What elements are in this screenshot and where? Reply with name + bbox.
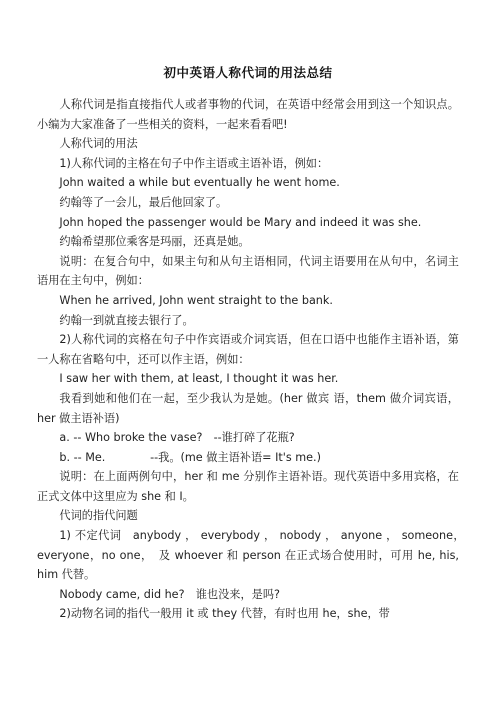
section-heading: 人称代词的用法 [59,137,138,151]
example-english: When he arrived, John went straight to the bank. [59,293,333,307]
example-translation: 我看到她和他们在一起，至少我认为是她。(her 做宾 语，them 做介词宾语，her 做主语补语) [37,391,459,425]
dialogue-line: b. -- Me. --我。(me 做主语补语= It's me.) [59,450,321,464]
rule-paragraph: 1)人称代词的主格在句子中作主语或主语补语，例如： [59,156,329,170]
example-translation: 约翰等了一会儿，最后他回家了。 [59,195,228,209]
section-heading: 代词的指代问题 [59,509,138,523]
document-title: 初中英语人称代词的用法总结 [163,65,333,80]
example-english: John waited a while but eventually he went home. [59,176,340,190]
dialogue-line: a. -- Who broke the vase? --谁打碎了花瓶? [59,431,295,445]
rule-paragraph: 2)人称代词的宾格在句子中作宾语或介词宾语，但在口语中也能作主语补语，第一人称在省略句中，还可以作主语，例如： [37,333,459,366]
example-english: John hoped the passenger would be Mary and indeed it was she. [59,215,422,229]
example-translation: 约翰一到就直接去银行了。 [59,313,194,327]
note-paragraph: 说明：在上面两例句中，her 和 me 分别作主语补语。现代英语中多用宾格，在正式文体中这里应为 she 和 I。 [37,470,459,503]
example-english: I saw her with them, at least, I thought it was her. [59,372,339,386]
intro-paragraph: 人称代词是指直接指代人或者事物的代词，在英语中经常会用到这一个知识点。小编为大家准备了一些相关的资料，一起来看看吧! [37,98,459,131]
example-translation: 约翰希望那位乘客是玛丽，还真是她。 [59,235,250,249]
note-paragraph: 说明：在复合句中，如果主句和从句主语相同，代词主语要用在从句中，名词主语用在主句中，例如： [37,254,459,288]
rule-paragraph: 1) 不定代词 anybody ， everybody ， nobody ， anyone ， someone， everyone，no one， 及 whoever 和 person 在正式场合使用时，可用 he, his, him 代替。 [37,529,471,582]
rule-paragraph: 2)动物名词的指代一般用 it 或 they 代替，有时也用 he，she，带 [59,607,390,621]
example-english: Nobody came, did he? 谁也没来，是吗? [59,587,280,601]
